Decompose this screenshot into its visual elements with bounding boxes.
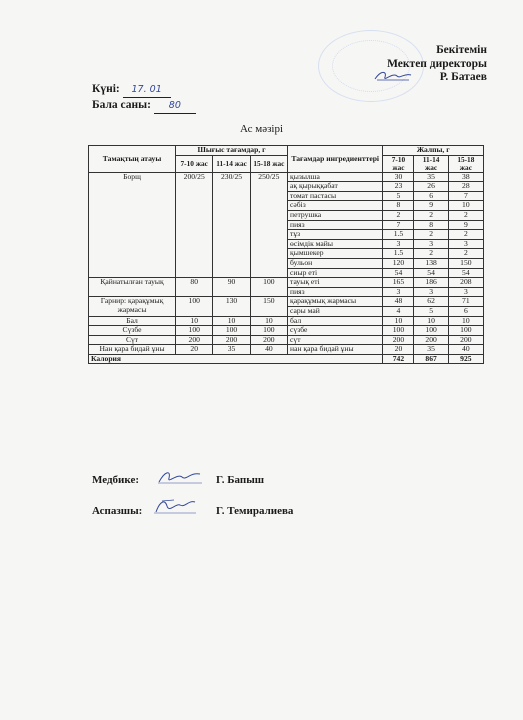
header-output: Шығыс тағамдар, г bbox=[176, 146, 288, 156]
ingredient-cell: қарақұмық жармасы bbox=[288, 297, 383, 307]
ingredient-cell: сүзбе bbox=[288, 326, 383, 336]
total-cell: 40 bbox=[448, 345, 483, 355]
output-cell: 230/25 bbox=[213, 172, 250, 278]
date-block bbox=[92, 82, 196, 114]
output-cell: 150 bbox=[250, 297, 287, 316]
total-cell: 200 bbox=[383, 335, 414, 345]
output-cell: 250/25 bbox=[250, 172, 287, 278]
nurse-label: Медбике: bbox=[92, 474, 139, 486]
total-cell: 23 bbox=[383, 182, 414, 192]
calorie-value: 925 bbox=[448, 354, 483, 364]
total-cell: 2 bbox=[414, 230, 448, 240]
calorie-row bbox=[89, 354, 484, 364]
total-cell: 1.5 bbox=[383, 249, 414, 259]
ingredient-cell: ақ қырыққабат bbox=[288, 182, 383, 192]
total-cell: 28 bbox=[448, 182, 483, 192]
director-signature bbox=[373, 68, 413, 84]
total-cell: 200 bbox=[448, 335, 483, 345]
total-cell: 2 bbox=[448, 230, 483, 240]
total-cell: 9 bbox=[448, 220, 483, 230]
dish-name-cell: Сүзбе bbox=[89, 326, 176, 336]
approval-signature-line bbox=[387, 71, 487, 85]
ingredient-cell: сәбіз bbox=[288, 201, 383, 211]
header-ingredients: Тағамдар ингредиенттері bbox=[288, 146, 383, 173]
total-cell: 186 bbox=[414, 278, 448, 288]
dish-name-cell: Сүт bbox=[89, 335, 176, 345]
ingredient-cell: қызылша bbox=[288, 172, 383, 182]
dish-name-cell: Гарнир: қарақұмық жармасы bbox=[89, 297, 176, 316]
table-row bbox=[89, 297, 484, 307]
total-cell: 10 bbox=[383, 316, 414, 326]
header-total-age-7-10: 7-10 жас bbox=[383, 155, 414, 172]
total-cell: 71 bbox=[448, 297, 483, 307]
dish-name-cell: Қайнатылған тауық bbox=[89, 278, 176, 297]
approval-block bbox=[387, 44, 487, 85]
total-cell: 4 bbox=[383, 306, 414, 316]
total-cell: 7 bbox=[448, 191, 483, 201]
dish-name-cell: Бал bbox=[89, 316, 176, 326]
output-cell: 100 bbox=[250, 326, 287, 336]
output-cell: 200 bbox=[213, 335, 250, 345]
nurse-signature bbox=[156, 468, 204, 486]
total-cell: 7 bbox=[383, 220, 414, 230]
children-count-label: Бала саны: bbox=[92, 99, 151, 111]
total-cell: 3 bbox=[448, 239, 483, 249]
header-dish: Тамақтың атауы bbox=[89, 146, 176, 173]
total-cell: 38 bbox=[448, 172, 483, 182]
header-age-15-18: 15-18 жас bbox=[250, 155, 287, 172]
ingredient-cell: петрушка bbox=[288, 210, 383, 220]
total-cell: 100 bbox=[414, 326, 448, 336]
total-cell: 120 bbox=[383, 258, 414, 268]
output-cell: 35 bbox=[213, 345, 250, 355]
total-cell: 2 bbox=[414, 249, 448, 259]
cook-signature bbox=[152, 497, 198, 517]
output-cell: 80 bbox=[176, 278, 213, 297]
output-cell: 10 bbox=[176, 316, 213, 326]
table-row bbox=[89, 278, 484, 288]
total-cell: 2 bbox=[414, 210, 448, 220]
total-cell: 200 bbox=[414, 335, 448, 345]
ingredient-cell: тауық еті bbox=[288, 278, 383, 288]
total-cell: 1.5 bbox=[383, 230, 414, 240]
header-age-7-10: 7-10 жас bbox=[176, 155, 213, 172]
ingredient-cell: сары май bbox=[288, 306, 383, 316]
calorie-value: 867 bbox=[414, 354, 448, 364]
date-value: 17. 01 bbox=[123, 82, 171, 98]
total-cell: 48 bbox=[383, 297, 414, 307]
total-cell: 3 bbox=[448, 287, 483, 297]
total-cell: 35 bbox=[414, 172, 448, 182]
output-cell: 200 bbox=[176, 335, 213, 345]
total-cell: 30 bbox=[383, 172, 414, 182]
output-cell: 90 bbox=[213, 278, 250, 297]
approval-line-2: Мектеп директоры bbox=[387, 57, 487, 70]
table-header-row bbox=[89, 146, 484, 156]
nurse-name: Г. Бапыш bbox=[216, 474, 265, 486]
dish-name-cell: Нан қара бидай ұны bbox=[89, 345, 176, 355]
table-row bbox=[89, 326, 484, 336]
output-cell: 10 bbox=[250, 316, 287, 326]
output-cell: 100 bbox=[176, 297, 213, 316]
total-cell: 6 bbox=[414, 191, 448, 201]
table-row bbox=[89, 316, 484, 326]
calorie-label: Калория bbox=[89, 354, 383, 364]
header-total: Жалпы, г bbox=[383, 146, 484, 156]
total-cell: 9 bbox=[414, 201, 448, 211]
header-total-age-15-18: 15-18 жас bbox=[448, 155, 483, 172]
output-cell: 10 bbox=[213, 316, 250, 326]
output-cell: 100 bbox=[176, 326, 213, 336]
total-cell: 54 bbox=[448, 268, 483, 278]
total-cell: 3 bbox=[414, 239, 448, 249]
ingredient-cell: тұз bbox=[288, 230, 383, 240]
total-cell: 165 bbox=[383, 278, 414, 288]
ingredient-cell: сиыр еті bbox=[288, 268, 383, 278]
total-cell: 3 bbox=[414, 287, 448, 297]
menu-table bbox=[88, 145, 484, 364]
approval-line-1: Бекітемін bbox=[436, 44, 487, 56]
ingredient-cell: нан қара бидай ұны bbox=[288, 345, 383, 355]
output-cell: 40 bbox=[250, 345, 287, 355]
total-cell: 5 bbox=[383, 191, 414, 201]
total-cell: 138 bbox=[414, 258, 448, 268]
output-cell: 100 bbox=[213, 326, 250, 336]
total-cell: 100 bbox=[448, 326, 483, 336]
header-age-11-14: 11-14 жас bbox=[213, 155, 250, 172]
total-cell: 8 bbox=[414, 220, 448, 230]
total-cell: 2 bbox=[448, 210, 483, 220]
total-cell: 10 bbox=[448, 316, 483, 326]
table-row bbox=[89, 172, 484, 182]
ingredient-cell: пияз bbox=[288, 220, 383, 230]
children-count-value: 80 bbox=[154, 98, 196, 114]
total-cell: 150 bbox=[448, 258, 483, 268]
cook-label: Аспазшы: bbox=[92, 505, 143, 517]
total-cell: 208 bbox=[448, 278, 483, 288]
nurse-signature-row bbox=[92, 474, 265, 486]
total-cell: 2 bbox=[448, 249, 483, 259]
output-cell: 100 bbox=[250, 278, 287, 297]
cook-signature-row bbox=[92, 505, 294, 517]
ingredient-cell: өсімдік майы bbox=[288, 239, 383, 249]
cook-name: Г. Темиралиева bbox=[216, 505, 294, 517]
ingredient-cell: бал bbox=[288, 316, 383, 326]
total-cell: 3 bbox=[383, 287, 414, 297]
total-cell: 35 bbox=[414, 345, 448, 355]
dish-name-cell: Борщ bbox=[89, 172, 176, 278]
ingredient-cell: қымшекер bbox=[288, 249, 383, 259]
total-cell: 10 bbox=[414, 316, 448, 326]
total-cell: 5 bbox=[414, 306, 448, 316]
table-row bbox=[89, 345, 484, 355]
menu-table-body bbox=[89, 172, 484, 364]
date-label: Күні: bbox=[92, 83, 120, 95]
total-cell: 2 bbox=[383, 210, 414, 220]
ingredient-cell: сүт bbox=[288, 335, 383, 345]
output-cell: 200 bbox=[250, 335, 287, 345]
output-cell: 130 bbox=[213, 297, 250, 316]
header-total-age-11-14: 11-14 жас bbox=[414, 155, 448, 172]
total-cell: 62 bbox=[414, 297, 448, 307]
total-cell: 54 bbox=[414, 268, 448, 278]
total-cell: 8 bbox=[383, 201, 414, 211]
output-cell: 200/25 bbox=[176, 172, 213, 278]
total-cell: 20 bbox=[383, 345, 414, 355]
total-cell: 26 bbox=[414, 182, 448, 192]
output-cell: 20 bbox=[176, 345, 213, 355]
calorie-value: 742 bbox=[383, 354, 414, 364]
ingredient-cell: пияз bbox=[288, 287, 383, 297]
ingredient-cell: бульон bbox=[288, 258, 383, 268]
menu-title: Ас мәзірі bbox=[239, 123, 284, 135]
director-name: Р. Батаев bbox=[439, 71, 487, 83]
total-cell: 100 bbox=[383, 326, 414, 336]
total-cell: 10 bbox=[448, 201, 483, 211]
total-cell: 6 bbox=[448, 306, 483, 316]
total-cell: 54 bbox=[383, 268, 414, 278]
ingredient-cell: томат пастасы bbox=[288, 191, 383, 201]
total-cell: 3 bbox=[383, 239, 414, 249]
